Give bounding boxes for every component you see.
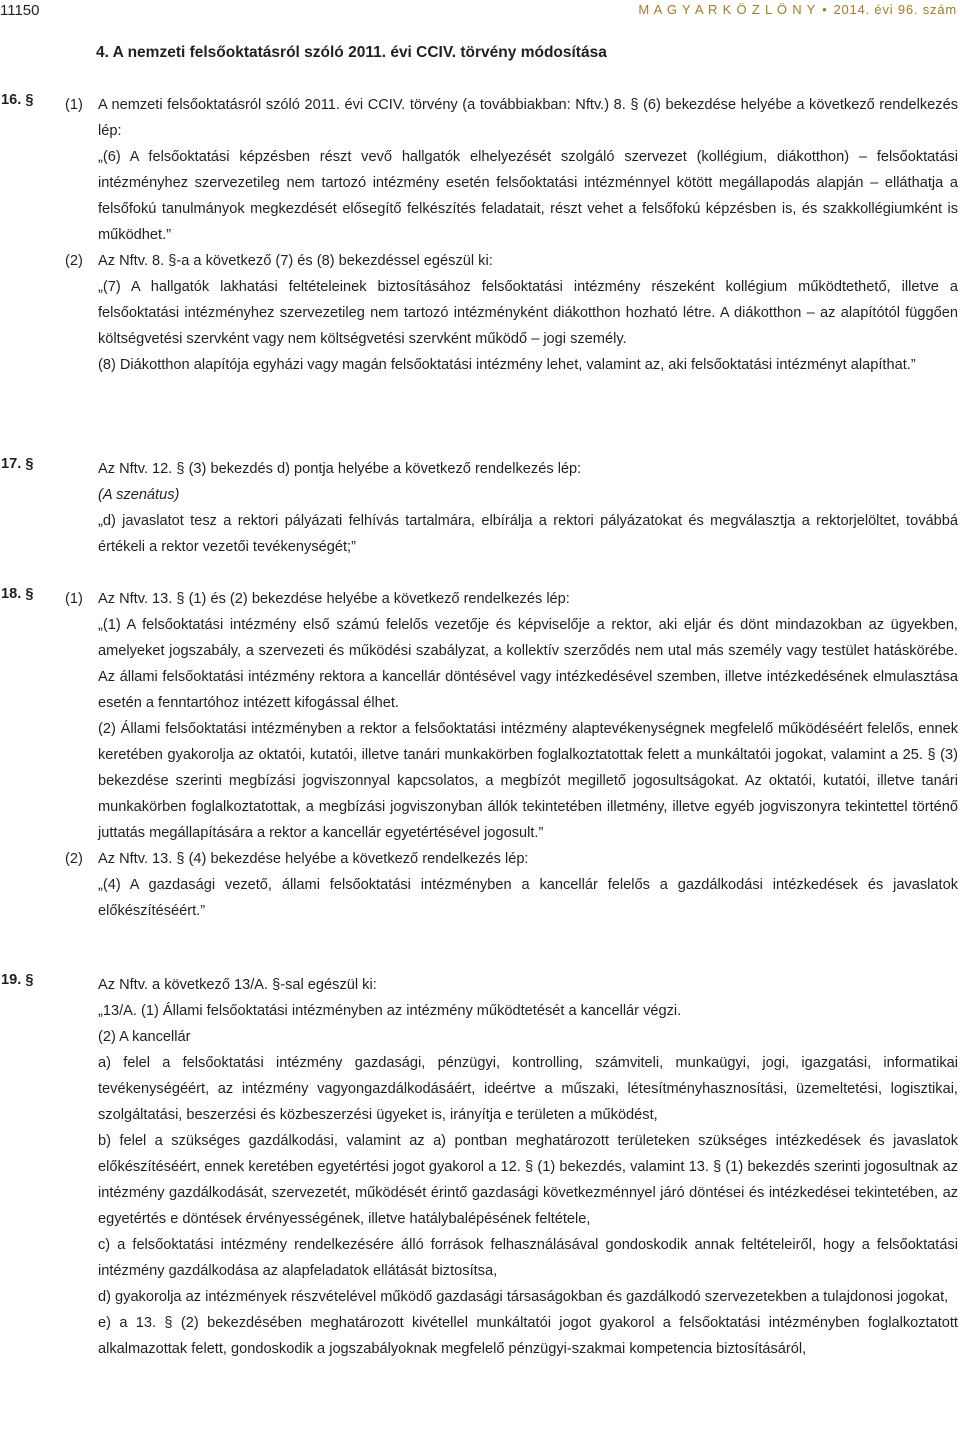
- paragraph-1: [65, 92, 958, 248]
- section-body: [98, 456, 958, 560]
- page-number: 11150: [0, 2, 40, 19]
- quoted-provision: „(1) A felsőoktatási intézmény első számú felelős vezetője és képviselője a rektor, aki eljár és dönt mindazokban az ügyekben, amelyeket jogszabály, a szervezeti és működési szabályzat, a kollektív szerződés nem utal más személy vagy testület hatáskörébe. Az állami felsőoktatási intézmény rektora a kancellár döntésével vagy intézkedésével szemben, illetve intézkedésének elmulasztása esetén a fenntartóhoz intézett kifogással élhet.: [98, 617, 958, 711]
- paragraph-2: [65, 248, 958, 378]
- paragraph-text: A nemzeti felsőoktatásról szóló 2011. évi CCIV. törvény (a továbbiakban: Nftv.) 8. § (6) bekezdése helyébe a következő rendelkezés lép:: [98, 97, 958, 139]
- section-number: 19. §: [1, 972, 34, 988]
- quoted-provision: „13/A. (1) Állami felsőoktatási intézményben az intézmény működtetését a kancellár végzi.: [98, 1003, 682, 1019]
- quoted-provision: „(7) A hallgatók lakhatási feltételeinek biztosításához felsőoktatási intézmény részeként kollégium működtethető, illetve a felsőoktatási intézményhez szervezetileg nem tartozó intézményként diákotthon hozható létre. A diákotthon – az alapítótól függően költségvetési szervként vagy nem költségvetési szervként működő – jogi személy.: [98, 279, 958, 347]
- section-body: [65, 92, 958, 378]
- list-item-d: d) gyakorolja az intézmények részvételével működő gazdasági társaságokban és gazdálkodó szervezetekben a tulajdonosi jogokat,: [98, 1289, 949, 1305]
- section-number: 17. §: [1, 456, 34, 472]
- quoted-provision: (2) A kancellár: [98, 1029, 191, 1045]
- paragraph-1: [65, 586, 958, 846]
- quoted-provision: „d) javaslatot tesz a rektori pályázati felhívás tartalmára, elbírálja a rektori pályázatokat és megválasztja a rektorjelöltet, továbbá értékeli a rektor vezetői tevékenységét;”: [98, 513, 958, 555]
- chapter-title: 4. A nemzeti felsőoktatásról szóló 2011. évi CCIV. törvény módosítása: [96, 44, 607, 61]
- paragraph-label: (1): [65, 97, 83, 113]
- paragraph-text: Az Nftv. a következő 13/A. §-sal egészül ki:: [98, 977, 377, 993]
- bullet-separator: •: [822, 2, 828, 17]
- list-item-e: e) a 13. § (2) bekezdésében meghatározott kivétellel munkáltatói jogot gyakorol a felsőoktatási intézményben foglalkoztatott alkalmazottak felett, gondoskodik a jogszabályoknak megfelelő pénzügyi-szakmai kompetencia biztosításáról,: [98, 1315, 958, 1357]
- quoted-provision: „(4) A gazdasági vezető, állami felsőoktatási intézményben a kancellár felelős a gazdálkodási intézkedések és javaslatok előkészítéséért.”: [98, 877, 958, 919]
- paragraph-text: Az Nftv. 12. § (3) bekezdés d) pontja helyébe a következő rendelkezés lép:: [98, 461, 582, 477]
- section-body: [65, 586, 958, 924]
- list-item-c: c) a felsőoktatási intézmény rendelkezésére álló források felhasználásával gondoskodik annak feltételeiről, hogy a felsőoktatási intézmény gazdálkodása az alapfeladatok ellátását biztosítsa,: [98, 1237, 958, 1279]
- list-item-a: a) felel a felsőoktatási intézmény gazdasági, pénzügyi, kontrolling, számviteli, munkaügyi, jogi, igazgatási, informatikai tevékenységéért, az intézmény vagyongazdálkodásáért, ideértve a műszaki, létesítményhasznosítási, üzemeltetési, logisztikai, szolgáltatási, beszerzési és közbeszerzési ügyeket is, irányítja e területen a működést,: [98, 1055, 958, 1123]
- page-header: [0, 0, 960, 26]
- paragraph-text: Az Nftv. 8. §-a a következő (7) és (8) bekezdéssel egészül ki:: [98, 253, 493, 269]
- paragraph-2: [65, 846, 958, 924]
- quoted-provision: (8) Diákotthon alapítója egyházi vagy magán felsőoktatási intézmény lehet, valamint az, aki felsőoktatási intézményt alapíthat.”: [98, 357, 916, 373]
- section-number: 16. §: [1, 92, 34, 108]
- paragraph-text: Az Nftv. 13. § (1) és (2) bekezdése helyébe a következő rendelkezés lép:: [98, 591, 570, 607]
- section-number: 18. §: [1, 586, 34, 602]
- issue-label: 2014. évi 96. szám: [833, 2, 957, 17]
- journal-title: M A G Y A R K Ö Z L Ö N Y: [638, 2, 817, 17]
- paragraph-text: Az Nftv. 13. § (4) bekezdése helyébe a következő rendelkezés lép:: [98, 851, 529, 867]
- paragraph-label: (2): [65, 851, 83, 867]
- paragraph-label: (2): [65, 253, 83, 269]
- paragraph-label: (1): [65, 591, 83, 607]
- section-body: [98, 972, 958, 1362]
- quoted-provision: „(6) A felsőoktatási képzésben részt vevő hallgatók elhelyezését szolgáló szervezet (kollégium, diákotthon) – felsőoktatási intézményhez szervezetileg nem tartozó intézmény esetén felsőoktatási intézménnyel kötött megállapodás alapján – elláthatja a felsőfokú tanulmányok megkezdését elősegítő felkészítés feladatait, részt vehet a felsőfokú képzésben is, és szakkollégiumként is működhet.”: [98, 149, 958, 243]
- quoted-provision: (2) Állami felsőoktatási intézményben a rektor a felsőoktatási intézmény alaptevékenységnek megfelelő működéséért felelős, ennek keretében gyakorolja az oktatói, kutatói, illetve tanári munkakörben foglalkoztatottak felett a munkáltatói jogokat, valamint a 25. § (3) bekezdése szerinti megbízási jogviszonnyal kapcsolatos, a megbízót megillető jogosultságokat. Az oktatói, kutatói, illetve tanári munkakörben foglalkoztatottak, a megbízási jogviszonyban állók tekintetében illetmény, illetve egyéb jogviszonyra tekintettel történő juttatás megállapítására a rektor a kancellár egyetértésével jogosult.”: [98, 721, 958, 841]
- running-header: [638, 2, 957, 17]
- context-note: (A szenátus): [98, 487, 180, 503]
- list-item-b: b) felel a szükséges gazdálkodási, valamint az a) pontban meghatározott területeken szükséges intézkedések és javaslatok előkészítéséért, ennek keretében egyetértési jogot gyakorol a 12. § (1) bekezdés, valamint 13. § (1) bekezdés szerinti jogosultnak az intézmény gazdálkodását, szervezetét, működését érintő gazdasági következménnyel járó döntései és intézkedései tekintetében, az egyetértés e döntések érvényességének, illetve hatálybalépésének feltétele,: [98, 1133, 958, 1227]
